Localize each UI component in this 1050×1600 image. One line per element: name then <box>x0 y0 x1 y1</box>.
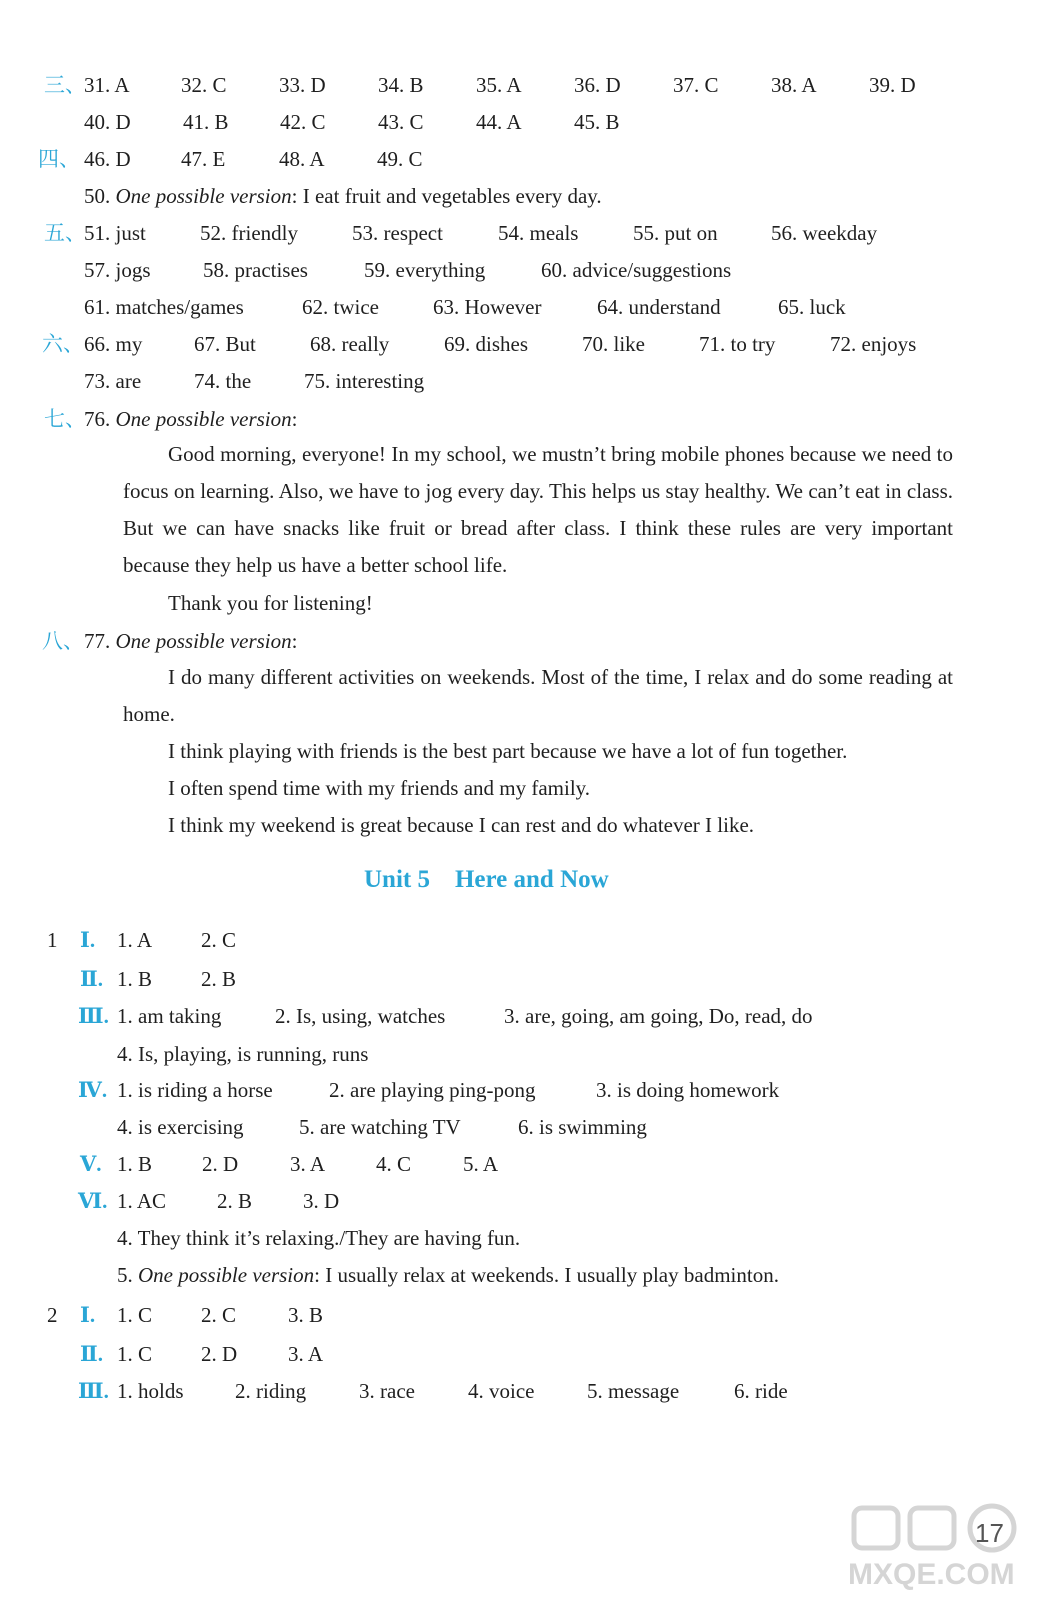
lesson-1-part-IV-a1: 1. is riding a horse <box>117 1078 273 1102</box>
answer-52: 52. friendly <box>200 221 298 245</box>
answer-67: 67. But <box>194 332 256 356</box>
answer-53: 53. respect <box>352 221 443 245</box>
answer-77-heading <box>84 628 298 654</box>
answer-57: 57. jogs <box>84 258 151 282</box>
answer-59: 59. everything <box>364 258 486 282</box>
answer-64: 64. understand <box>597 295 721 319</box>
answer-48: 48. A <box>279 147 325 171</box>
lesson-1-part-IV-a4: 4. is exercising <box>117 1115 244 1139</box>
answer-49: 49. C <box>377 147 423 171</box>
lesson-1-part-III-a3: 3. are, going, am going, Do, read, do <box>504 1004 813 1028</box>
lesson-2-part-II-a1: 1. C <box>117 1342 153 1366</box>
lesson-1-part-I-mark: Ⅰ. <box>80 928 96 952</box>
lesson-1-part-VI-a5-text: : I usually relax at weekends. I usually play badminton. <box>314 1263 779 1287</box>
answer-76-label: One possible version <box>115 407 292 431</box>
lesson-1-part-VI-a3: 3. D <box>303 1189 340 1213</box>
answer-77-num: 77. <box>84 629 111 653</box>
answer-62: 62. twice <box>302 295 379 319</box>
answer-77-paragraph-2: I think playing with friends is the best part because we have a lot of fun together. <box>168 739 848 763</box>
lesson-2-number: 2 <box>47 1303 58 1327</box>
section-marker-3: 三、 <box>44 73 86 97</box>
answer-72: 72. enjoys <box>830 332 917 356</box>
answer-45: 45. B <box>574 110 620 134</box>
answer-68: 68. really <box>310 332 390 356</box>
lesson-1-part-II-mark: Ⅱ. <box>80 967 103 991</box>
lesson-1-part-VI-a5 <box>117 1262 779 1288</box>
lesson-1-part-V-a1: 1. B <box>117 1152 153 1176</box>
lesson-2-part-III-a4: 4. voice <box>468 1379 535 1403</box>
answer-66: 66. my <box>84 332 143 356</box>
lesson-1-part-V-a2: 2. D <box>202 1152 239 1176</box>
unit-number: Unit 5 <box>364 866 430 893</box>
answer-50-num: 50. <box>84 184 111 208</box>
answer-77-label: One possible version <box>115 629 292 653</box>
answer-61: 61. matches/games <box>84 295 244 319</box>
unit-name: Here and Now <box>454 866 609 893</box>
lesson-1-part-VI-mark: Ⅵ. <box>78 1189 108 1213</box>
answer-51: 51. just <box>84 221 146 245</box>
answer-70: 70. like <box>582 332 645 356</box>
section-marker-8: 八、 <box>42 629 84 653</box>
lesson-1-part-I-a2: 2. C <box>201 928 237 952</box>
answer-37: 37. C <box>673 73 719 97</box>
answer-35: 35. A <box>476 73 522 97</box>
answer-38: 38. A <box>771 73 817 97</box>
answer-69: 69. dishes <box>444 332 528 356</box>
answer-43: 43. C <box>378 110 424 134</box>
lesson-1-part-IV-a2: 2. are playing ping-pong <box>329 1078 536 1102</box>
lesson-1-part-III-a4: 4. Is, playing, is running, runs <box>117 1042 369 1066</box>
section-marker-4: 四、 <box>38 147 80 171</box>
lesson-2-part-I-a1: 1. C <box>117 1303 153 1327</box>
answer-36: 36. D <box>574 73 621 97</box>
answer-42: 42. C <box>280 110 326 134</box>
answer-46: 46. D <box>84 147 131 171</box>
lesson-2-part-I-a2: 2. C <box>201 1303 237 1327</box>
lesson-2-part-II-a3: 3. A <box>288 1342 324 1366</box>
lesson-1-part-V-a5: 5. A <box>463 1152 499 1176</box>
answer-74: 74. the <box>194 369 252 393</box>
answer-77-paragraph-3: I often spend time with my friends and my family. <box>168 776 591 800</box>
answer-77-colon: : <box>291 629 298 653</box>
answer-75: 75. interesting <box>304 369 425 393</box>
page-number: 17 <box>975 1518 1004 1548</box>
answer-76-paragraph-1: Good morning, everyone! In my school, we mustn’t bring mobile phones because we need to focus on learning. Also, we have to jog every day. This helps us stay healthy. We can’t eat in class. But we can have snacks like fruit or bread after class. I think these rules are very important because they help us have a better school life. <box>123 442 953 577</box>
answer-76-paragraph-2: Thank you for listening! <box>168 591 373 615</box>
answer-56: 56. weekday <box>771 221 878 245</box>
answer-60: 60. advice/suggestions <box>541 258 732 282</box>
answer-71: 71. to try <box>699 332 776 356</box>
lesson-1-number: 1 <box>47 928 58 952</box>
answer-31: 31. A <box>84 73 130 97</box>
lesson-1-part-VI-a4: 4. They think it’s relaxing./They are having fun. <box>117 1226 521 1250</box>
lesson-1-part-VI-a5-num: 5. <box>117 1263 133 1287</box>
section-marker-6: 六、 <box>42 332 84 356</box>
answer-32: 32. C <box>181 73 227 97</box>
answer-50-text: : I eat fruit and vegetables every day. <box>291 184 602 208</box>
unit-title <box>364 866 609 894</box>
lesson-1-part-III-mark: Ⅲ. <box>78 1004 109 1028</box>
lesson-2-part-III-a6: 6. ride <box>734 1379 788 1403</box>
lesson-2-part-III-a5: 5. message <box>587 1379 680 1403</box>
watermark-text: MXQE.COM <box>848 1558 1015 1590</box>
lesson-2-part-I-mark: Ⅰ. <box>80 1303 96 1327</box>
lesson-2-part-III-a2: 2. riding <box>235 1379 307 1403</box>
answer-39: 39. D <box>869 73 916 97</box>
lesson-1-part-III-a1: 1. am taking <box>117 1004 222 1028</box>
answer-77-paragraph-1: I do many different activities on weekends. Most of the time, I relax and do some reading at home. <box>123 665 953 726</box>
lesson-1-part-III-a2: 2. Is, using, watches <box>275 1004 446 1028</box>
lesson-1-part-VI-a2: 2. B <box>217 1189 253 1213</box>
answer-50-label: One possible version <box>115 184 292 208</box>
lesson-1-part-I-a1: 1. A <box>117 928 153 952</box>
lesson-1-part-IV-mark: Ⅳ. <box>78 1078 108 1102</box>
section-marker-5: 五、 <box>44 221 86 245</box>
answer-34: 34. B <box>378 73 424 97</box>
answer-63: 63. However <box>433 295 542 319</box>
answer-76-heading <box>84 406 298 432</box>
lesson-2-part-III-a3: 3. race <box>359 1379 415 1403</box>
answer-44: 44. A <box>476 110 522 134</box>
lesson-1-part-IV-a5: 5. are watching TV <box>299 1115 461 1139</box>
lesson-1-part-II-a2: 2. B <box>201 967 237 991</box>
lesson-1-part-VI-a5-label: One possible version <box>138 1263 315 1287</box>
lesson-1-part-IV-a3: 3. is doing homework <box>596 1078 780 1102</box>
lesson-2-part-II-mark: Ⅱ. <box>80 1342 103 1366</box>
answer-58: 58. practises <box>203 258 308 282</box>
lesson-1-part-V-a4: 4. C <box>376 1152 412 1176</box>
answer-77-paragraph-4: I think my weekend is great because I can rest and do whatever I like. <box>168 813 755 837</box>
lesson-1-part-VI-a1: 1. AC <box>117 1189 167 1213</box>
answer-76-colon: : <box>291 407 298 431</box>
answer-47: 47. E <box>181 147 226 171</box>
lesson-1-part-II-a1: 1. B <box>117 967 153 991</box>
answer-54: 54. meals <box>498 221 579 245</box>
answer-55: 55. put on <box>633 221 718 245</box>
answer-40: 40. D <box>84 110 131 134</box>
answer-76-num: 76. <box>84 407 111 431</box>
answer-73: 73. are <box>84 369 142 393</box>
answer-50 <box>84 183 602 209</box>
lesson-1-part-V-mark: Ⅴ. <box>80 1152 102 1176</box>
answer-33: 33. D <box>279 73 326 97</box>
answer-65: 65. luck <box>778 295 846 319</box>
lesson-2-part-II-a2: 2. D <box>201 1342 238 1366</box>
lesson-2-part-III-mark: Ⅲ. <box>78 1379 109 1403</box>
answer-41: 41. B <box>183 110 229 134</box>
section-marker-7: 七、 <box>44 407 86 431</box>
lesson-2-part-I-a3: 3. B <box>288 1303 324 1327</box>
lesson-1-part-V-a3: 3. A <box>290 1152 326 1176</box>
lesson-2-part-III-a1: 1. holds <box>117 1379 184 1403</box>
lesson-1-part-IV-a6: 6. is swimming <box>518 1115 647 1139</box>
